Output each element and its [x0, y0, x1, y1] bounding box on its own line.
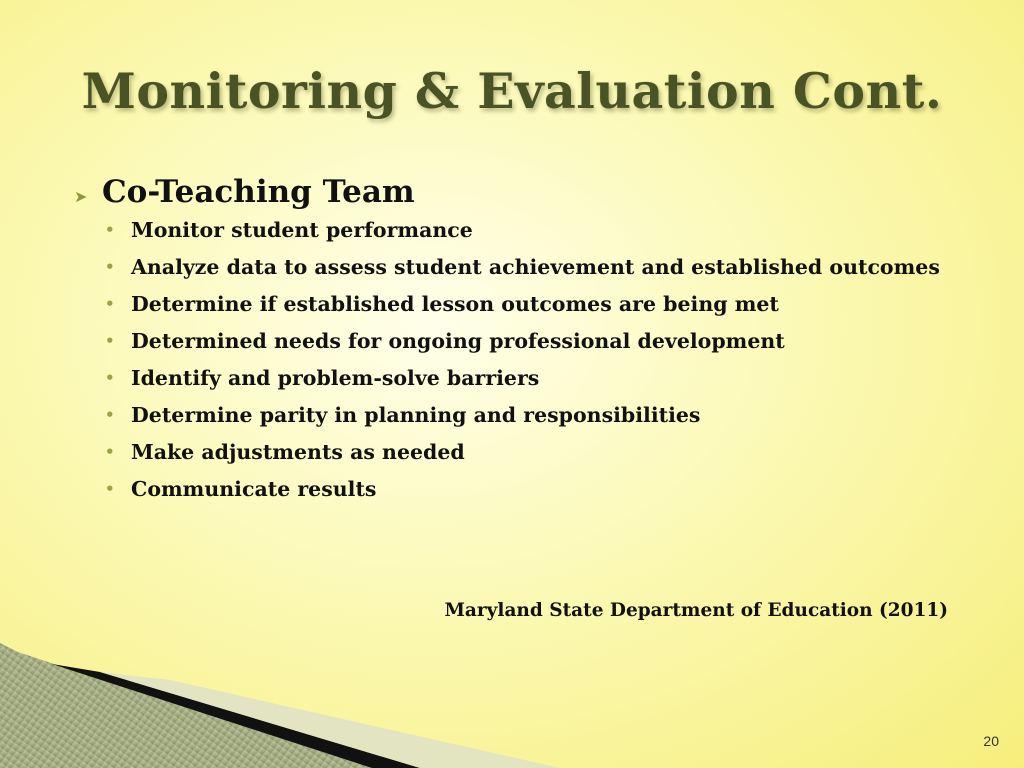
arrow-right-icon: ➤ — [74, 187, 88, 206]
dot-icon: • — [105, 443, 115, 461]
bullet-item — [102, 290, 951, 319]
bullet-text: Monitor student performance — [131, 218, 473, 242]
slide-title: Monitoring & Evaluation Cont. — [81, 62, 943, 120]
bullet-list — [74, 216, 974, 504]
bullet-item — [102, 364, 951, 393]
bullet-text: Determined needs for ongoing professional development — [131, 329, 785, 353]
level1-item — [74, 174, 974, 210]
section-heading: Co-Teaching Team — [102, 174, 415, 210]
dot-icon: • — [105, 480, 115, 498]
bullet-item — [102, 216, 951, 245]
dot-icon: • — [105, 369, 115, 387]
bullet-text: Determine if established lesson outcomes are being met — [131, 292, 779, 316]
bullet-text: Make adjustments as needed — [131, 440, 465, 464]
bullet-text: Determine parity in planning and responsibilities — [131, 403, 701, 427]
bullet-item — [102, 475, 951, 504]
bullet-text: Identify and problem-solve barriers — [131, 366, 540, 390]
bullet-item — [102, 438, 951, 467]
page-number: 20 — [983, 733, 999, 749]
bullet-item — [102, 253, 951, 282]
bullet-item — [102, 327, 951, 356]
bullet-text: Communicate results — [131, 477, 377, 501]
bullet-item — [102, 401, 951, 430]
dot-icon: • — [105, 258, 115, 276]
dot-icon: • — [105, 295, 115, 313]
dot-icon: • — [105, 332, 115, 350]
bullet-text: Analyze data to assess student achievement and established outcomes — [131, 255, 940, 279]
dot-icon: • — [105, 406, 115, 424]
slide-content — [74, 174, 974, 512]
dot-icon: • — [105, 221, 115, 239]
citation: Maryland State Department of Education (2011) — [444, 600, 948, 621]
